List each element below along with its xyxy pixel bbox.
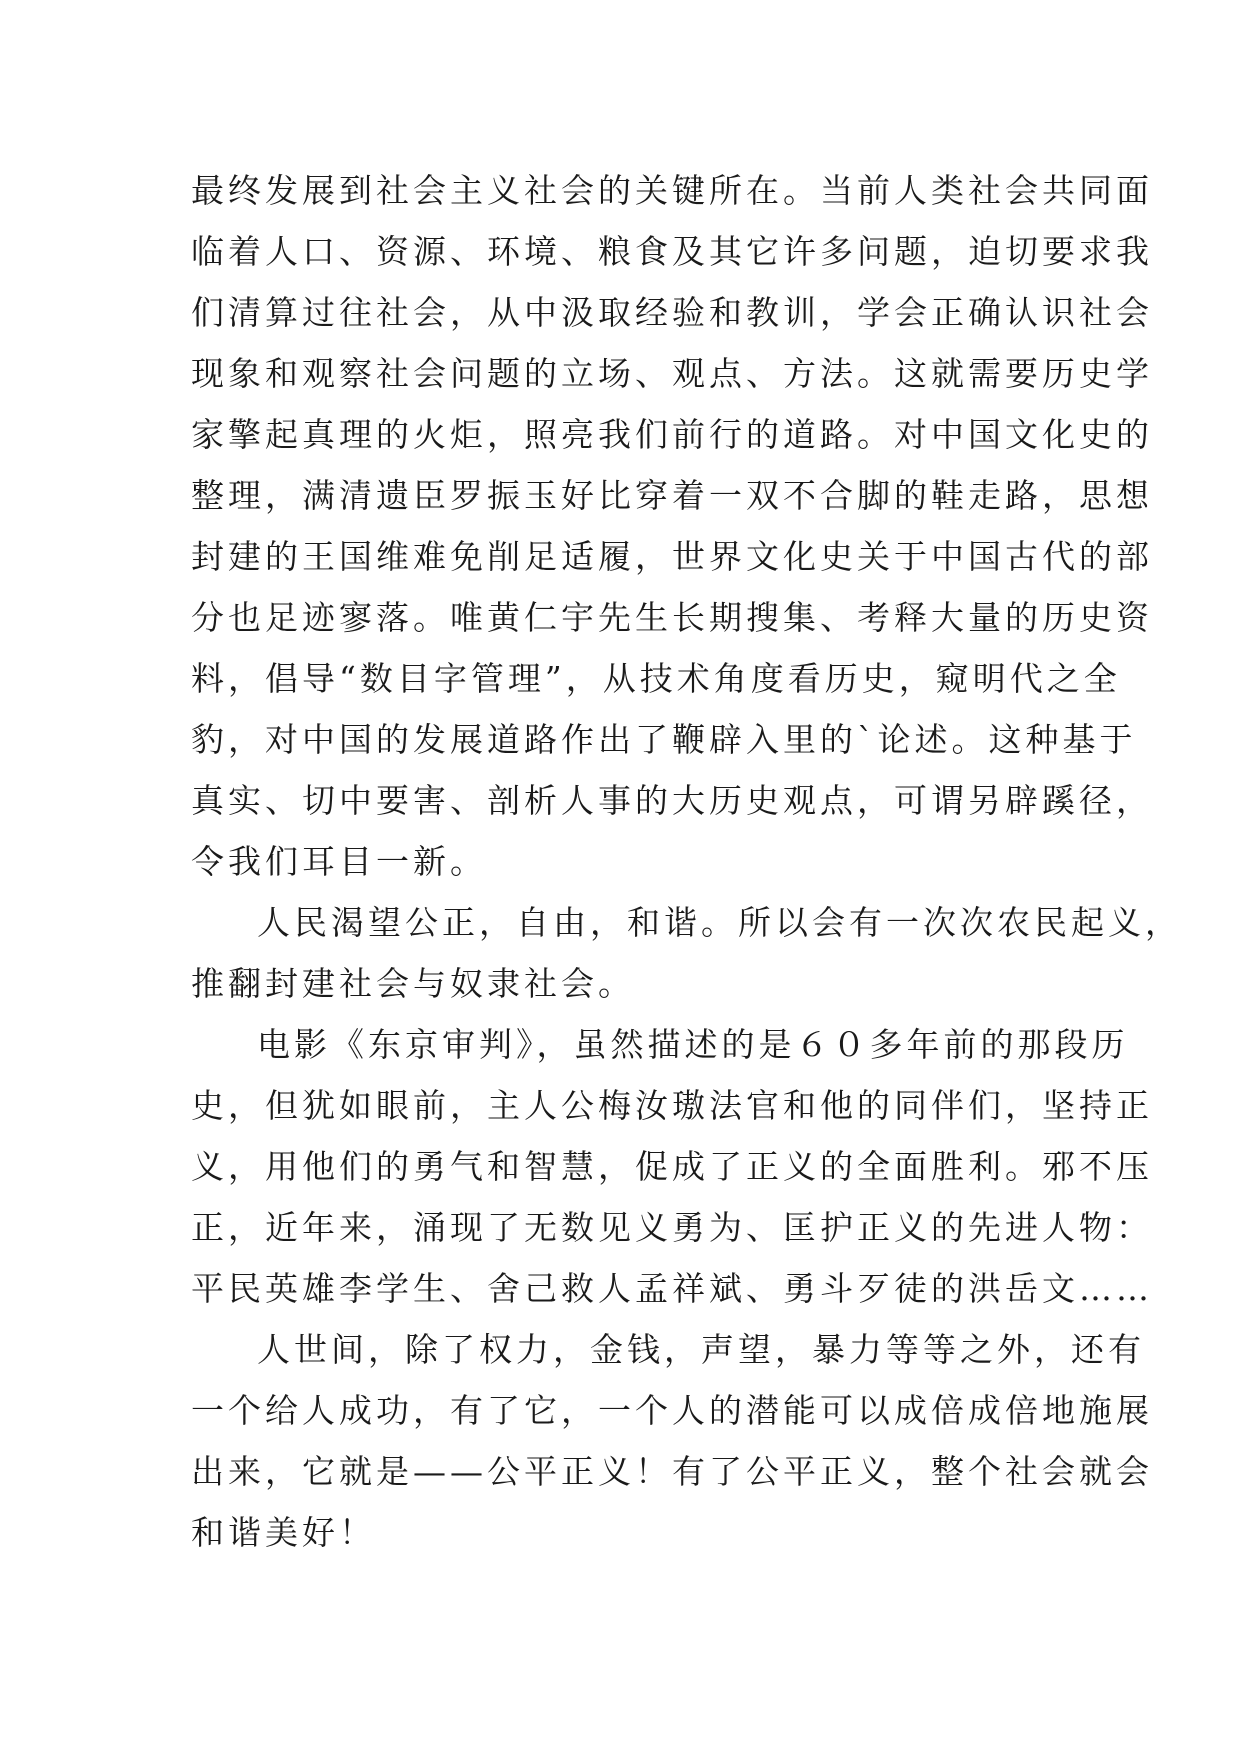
text-line: 令我们耳目一新。 xyxy=(191,842,487,881)
text-line: 电影《东京审判》，虽然描述的是６０多年前的那段历 xyxy=(257,1025,1129,1064)
text-line: 分也足迹寥落。唯黄仁宇先生长期搜集、考释大量的历史资 xyxy=(191,598,1153,637)
text-line: 正，近年来，涌现了无数见义勇为、匡护正义的先进人物： xyxy=(191,1208,1153,1247)
text-line: 现象和观察社会问题的立场、观点、方法。这就需要历史学 xyxy=(191,354,1153,393)
text-line: 出来，它就是——公平正义！有了公平正义，整个社会就会 xyxy=(191,1452,1153,1491)
text-line: 最终发展到社会主义社会的关键所在。当前人类社会共同面 xyxy=(191,171,1153,210)
text-line: 史，但犹如眼前，主人公梅汝璈法官和他的同伴们，坚持正 xyxy=(191,1086,1153,1125)
text-line: 整理，满清遗臣罗振玉好比穿着一双不合脚的鞋走路，思想 xyxy=(191,476,1153,515)
text-line: 料，倡导“数目字管理”，从技术角度看历史，窥明代之全 xyxy=(191,659,1121,698)
text-line: 真实、切中要害、剖析人事的大历史观点，可谓另辟蹊径， xyxy=(191,781,1153,820)
text-line: 一个给人成功，有了它，一个人的潜能可以成倍成倍地施展 xyxy=(191,1391,1153,1430)
text-line: 临着人口、资源、环境、粮食及其它许多问题，迫切要求我 xyxy=(191,232,1153,271)
paragraph-3 xyxy=(191,1014,1153,1319)
paragraph-1 xyxy=(191,160,1153,892)
text-line: 平民英雄李学生、舍己救人孟祥斌、勇斗歹徒的洪岳文…… xyxy=(191,1269,1153,1308)
text-line: 人世间，除了权力，金钱，声望，暴力等等之外，还有 xyxy=(257,1330,1145,1369)
text-line: 家擎起真理的火炬，照亮我们前行的道路。对中国文化史的 xyxy=(191,415,1153,454)
text-line: 封建的王国维难免削足适履，世界文化史关于中国古代的部 xyxy=(191,537,1153,576)
paragraph-2 xyxy=(191,892,1182,1014)
text-line: 推翻封建社会与奴隶社会。 xyxy=(191,964,635,1003)
text-line: 义，用他们的勇气和智慧，促成了正义的全面胜利。邪不压 xyxy=(191,1147,1153,1186)
text-line: 们清算过往社会，从中汲取经验和教训，学会正确认识社会 xyxy=(191,293,1153,332)
text-line: 人民渴望公正，自由，和谐。所以会有一次次农民起义， xyxy=(257,903,1182,942)
paragraph-4 xyxy=(191,1319,1153,1563)
text-line: 豹，对中国的发展道路作出了鞭辟入里的`论述。这种基于 xyxy=(191,720,1137,759)
text-line: 和谐美好！ xyxy=(191,1513,376,1552)
document-body xyxy=(191,160,1182,1563)
